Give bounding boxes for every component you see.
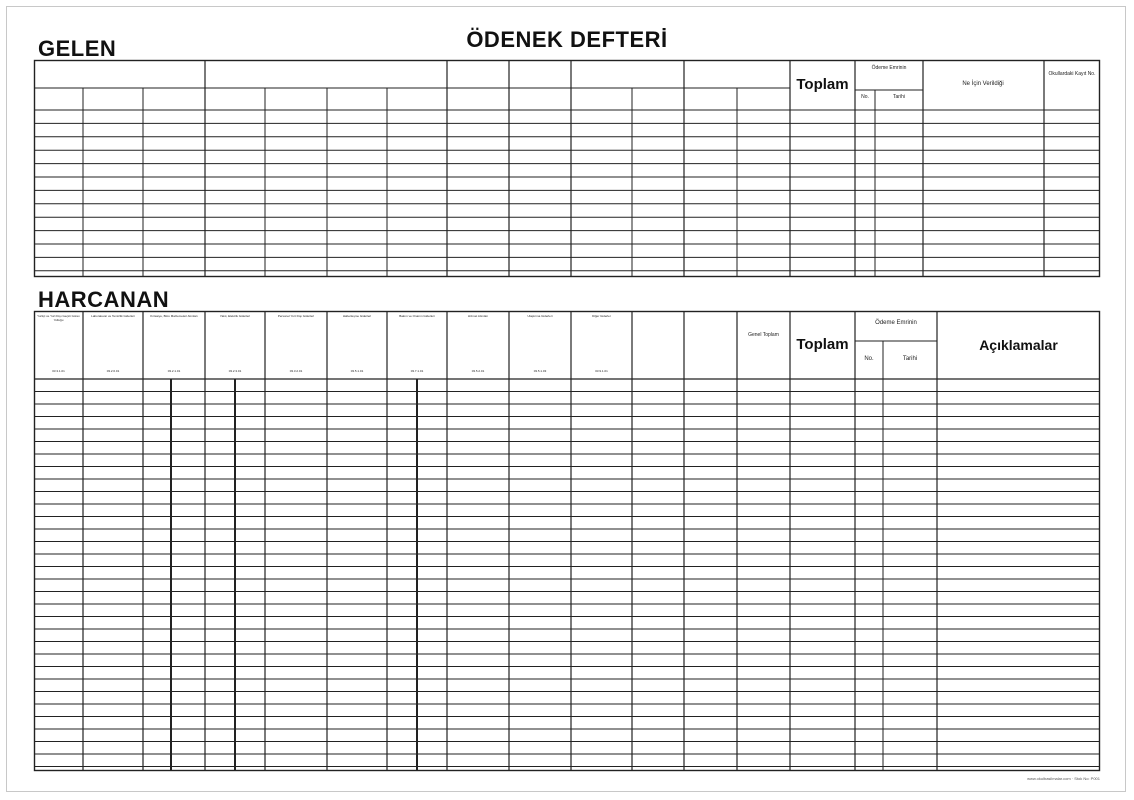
harcanan-aciklamalar-header <box>937 311 1100 379</box>
harcanan-col-header <box>83 311 143 367</box>
footer-note: www.okulbasilmalar.com · Stok No: P001 <box>1027 776 1100 781</box>
harcanan-col-header <box>327 311 387 367</box>
harcanan-col-code: 03.2.1.01 <box>167 370 181 373</box>
harcanan-col-label: Personel Yurt Dışı Giderleri <box>277 314 315 318</box>
harcanan-col-header <box>387 311 447 367</box>
harcanan-tarih-header <box>883 353 937 373</box>
gelen-no-header <box>855 91 875 109</box>
harcanan-col-code: 03.5.1.03 <box>533 370 547 373</box>
harcanan-col-label: Laboratuvar ve Temizlik Giderleri <box>91 314 135 318</box>
gelen-toplam-header <box>790 60 855 110</box>
harcanan-col-label: Bakım ve Onarım Giderleri <box>399 314 435 318</box>
harcanan-no-label: No. <box>864 356 874 362</box>
harcanan-extra-header <box>737 329 790 359</box>
harcanan-no-header <box>855 353 883 373</box>
harcanan-col-header <box>447 311 509 367</box>
gelen-section-title: GELEN <box>38 36 117 61</box>
harcanan-col-code: 03.3.1.01 <box>52 370 65 373</box>
gelen-tarih-label: Tarihi <box>893 94 905 100</box>
harcanan-col-label: Ulaştırma Giderleri <box>527 314 553 318</box>
harcanan-toplam-header <box>790 311 855 379</box>
gelen-odeme-emri-label: Ödeme Emrinin <box>871 65 907 71</box>
harcanan-section-title: HARCANAN <box>38 287 170 312</box>
gelen-table <box>34 60 1100 277</box>
harcanan-col-header <box>34 311 83 367</box>
harcanan-col-label: Yurtiçi ve Yurt Dışı Geçici Görev Yolluğu <box>37 314 80 322</box>
gelen-okul-kayit-header <box>1044 68 1100 110</box>
gelen-ne-icin-header <box>923 78 1043 98</box>
harcanan-col-label: Hizmet Alımları <box>467 314 489 318</box>
gelen-toplam-label: Toplam <box>796 76 849 93</box>
harcanan-col-label: Haberleşme Giderleri <box>342 314 372 318</box>
harcanan-tarih-label: Tarihi <box>902 356 918 362</box>
harcanan-col-label: Yakıt, Elektrik Giderleri <box>219 314 251 318</box>
gelen-tarih-header <box>875 91 923 109</box>
harcanan-col-header <box>265 311 327 367</box>
harcanan-aciklamalar-label: Açıklamalar <box>979 337 1058 353</box>
gelen-okul-kayit-label: Okullardaki Kayıt No. <box>1048 71 1096 77</box>
harcanan-col-code: 03.7.1.01 <box>410 370 424 373</box>
harcanan-col-code: 03.3.2.01 <box>289 370 303 373</box>
harcanan-col-header <box>143 311 205 367</box>
harcanan-col-header <box>205 311 265 367</box>
harcanan-col-label: Kırtasiye, Büro Malzemeleri Alımları <box>150 314 198 318</box>
harcanan-odeme-emri-label: Ödeme Emrinin <box>875 320 917 326</box>
harcanan-grid <box>34 311 1100 771</box>
gelen-ne-icin-label: Ne İçin Verildiği <box>962 81 1004 87</box>
harcanan-col-code: 03.5.2.01 <box>471 370 485 373</box>
gelen-no-label: No. <box>861 94 869 100</box>
harcanan-toplam-label: Toplam <box>796 336 849 353</box>
harcanan-extra-label: Genel Toplam <box>748 332 779 338</box>
harcanan-col-code: 03.2.6.01 <box>106 370 120 373</box>
harcanan-col-header <box>571 311 632 367</box>
harcanan-col-code: 03.2.3.01 <box>228 370 242 373</box>
gelen-odeme-emri-header <box>855 62 923 90</box>
harcanan-col-code: 03.9.1.01 <box>595 370 608 373</box>
harcanan-table <box>34 311 1100 771</box>
page-title: ÖDENEK DEFTERİ <box>466 27 668 52</box>
harcanan-odeme-emri-header <box>855 317 937 341</box>
harcanan-col-header <box>509 311 571 367</box>
harcanan-col-label: Diğer Giderler <box>592 314 611 318</box>
harcanan-col-code: 03.5.1.01 <box>350 370 364 373</box>
